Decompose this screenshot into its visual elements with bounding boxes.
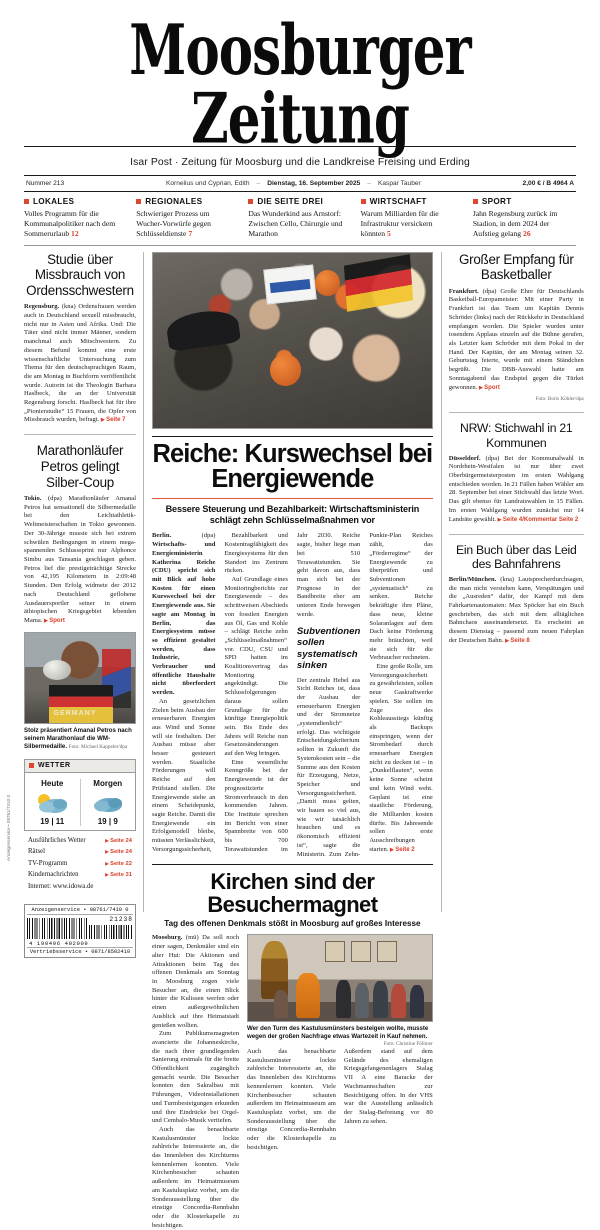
weather-link-item[interactable] — [28, 857, 132, 868]
wall-painting-shape — [377, 941, 397, 962]
main-story-crosshead: Subventionen sollen systematisch sinken — [296, 625, 361, 672]
main-story-columns — [152, 532, 433, 859]
main-story-paragraph: Der zentrale Hebel aus Sicht Reiches ist, dass der Ausbau der erneuerbaren Energien und der Stromnetze „systemdienlich“ erfolgt. Das wichtigste Entscheidungskriterium sollten in Zukunft die Systemkosten sein – die Summe aus den Kosten für Erzeugung, Netze, Speicher und Versorgungssicherheit. „Damit muss gelten, wir bauen so viel aus, wie wir tatsächlich brauchen und es ökonomisch effizient ist“, sagte die Ministerin. Zum Zehn-Punkte-Plan Reiches zählt, das „Förderregime“ der Energiewende zu überprüfen und Subventionen „systematisch“ zu senken. Reiche bekräftigte ihre Pläne, dass neue, kleine Solaranlagen auf dem Dach keine Förderung mehr bräuchten, weil sie sich für die Verbraucher rechneten. — [296, 532, 433, 858]
main-story-paragraph: Eine wesentliche Kenngröße bei der Energiewende ist der prognostizierte Stromverbrauch in den kommenden Jahren. Die Institute sprechen im Bericht von einer Spannbreite von 600 bis 700 Terawattstunden im Jahr 2030. Reiche sagte, bisher liege man bei 510 Terawattstunden. Sie geht davon aus, dass man sich bei der Prognose in der Bandbreite eher am unteren Ende bewegen werde. — [224, 532, 361, 853]
barcode-bars-main — [27, 918, 87, 939]
newspaper-title: Moosburger Zeitung — [129, 8, 471, 159]
link-page: ▶ Seite 24 — [105, 838, 132, 844]
issue-number: Nummer 213 — [26, 179, 65, 187]
main-headline[interactable]: Reiche: Kurswechsel bei Energiewende — [152, 439, 433, 494]
dateline-place: Berlin/München. — [448, 575, 497, 583]
side-service-label: Anzeigenservice • 08761/7410 0 — [6, 795, 11, 861]
link-label: Ausführliches Wetter — [28, 836, 86, 844]
middle-column — [152, 252, 433, 1229]
visitor-shape — [336, 980, 351, 1018]
teaser-text-label: Schwieriger Prozess um Wucher-Vorwürfe gegen Schlüsseldienste — [136, 208, 211, 238]
dateline-place: Regensburg. — [24, 303, 60, 311]
main-story-paragraph: Auf Grundlage eines Monitoringberichts zur Energiewende – des schrittweisen Abschieds von fossilen Energien aus Öl, Gas und Kohle – schlägt Reiche zehn „Schlüsselmaßnahmen“ vor. CDU, CSU und SPD hatten im Koalitionsvertrag das Monitoring angekündigt. Die Schlussfolgerungen daraus sollen Grundlage für die künftige Energiepolitik sein. Bis Ende des Jahres will Reiche nun Gesetzesänderungen auf den Weg bringen. — [224, 576, 288, 758]
page-reference[interactable]: ▶ Sport — [479, 385, 500, 391]
caption-text: Wer den Turm des Kastulusmünsters besteigen wollte, musste wegen der großen Nachfrage etwas Wartezeit in Kauf nehmen. — [247, 1025, 429, 1041]
page-reference[interactable]: ▶ Sport — [44, 618, 65, 624]
second-story-paragraph: Auch das benachbarte Kastulusmünster lockte zahlreiche Interessierte an, die das Innenleben des Kirchturms kennenlernen konnten. Viele Kirchenbesucher schauten außerdem im Heimatmuseum am Kastulusplatz vorbei, um die Sonderausstellung über die einstige Concordia-Rennbahn oder die Klosterkapelle zu besichtigen. — [247, 1048, 336, 1151]
teaser-lokales[interactable] — [24, 197, 127, 239]
teaser-bar — [24, 191, 576, 246]
body-text: Ordensfrauen werden auch in Deutschland sexuell missbraucht, nicht nur in Asien und Afrika. Und: Die Täter sind nicht immer Männer, sondern manchmal auch Mitschwestern. Zu diesem Befund kommt eine erste wissenschaftliche Untersuchung zum Thema für den deutschsprachigen Raum, die am Montag in Buchform veröffentlicht wurde. Autorin ist die Theologin Barbara Haslbeck, die an der Universität Regensburg forscht. Haslbeck hat für ihre „Pionierstudie“ 15 Frauen, die Opfer von Missbrauch wurden, befragt. — [24, 303, 137, 424]
barcode-number: 21238 — [109, 916, 133, 924]
page-reference[interactable]: ▶ Seite 4/Kommentar Seite 2 — [498, 517, 579, 523]
weather-today-label: Heute — [41, 778, 64, 788]
headline-top-rule — [152, 436, 433, 437]
agency-tag: (mü) — [185, 934, 199, 942]
teaser-die-seite-drei[interactable] — [239, 197, 351, 239]
agency-tag: (kna) — [61, 303, 76, 311]
weather-link-item[interactable] — [28, 846, 132, 857]
visitor-shape — [391, 984, 406, 1018]
photo-credit: Foto: Christine Föllmer — [383, 1041, 433, 1048]
agency-tag: (dpa) — [47, 495, 62, 503]
teaser-text — [136, 209, 230, 239]
barcode-top-label: Anzeigenservice • 08761/7410 0 — [27, 907, 133, 915]
barcode-bottom-label: Vertriebsservice • 0871/8502410 — [27, 947, 133, 955]
medal-shape — [43, 660, 72, 680]
right-story2-headline[interactable]: NRW: Stichwahl in 21 Kommunen — [460, 421, 573, 450]
red-square-icon — [136, 199, 141, 204]
photo-credit: Foto: Michael Kappeler/dpa — [68, 743, 128, 750]
right-story1-headline[interactable]: Großer Empfang für Basketballer — [458, 251, 574, 283]
teaser-text — [473, 209, 567, 239]
red-square-icon — [473, 199, 478, 204]
teaser-kicker — [24, 197, 118, 206]
right-story1-credit — [449, 395, 584, 403]
teaser-kicker — [361, 197, 455, 206]
second-story-paragraph: Außerdem stand auf dem Gelände des ehemaligen Kriegsgefangenenlagers Stalag VII A eine Baracke der Wachmannschaften zur Besichtigung offen. In der VHS war die Ausstellung anlässlich der Stalag-Befreiung vor 80 Jahren zu sehen. — [343, 1048, 433, 1125]
left-story2-body — [24, 495, 136, 626]
teaser-page: 7 — [188, 228, 193, 238]
wall-painting-shape — [325, 941, 345, 962]
red-square-icon — [24, 199, 29, 204]
weather-today-temp: 19 | 11 — [40, 816, 65, 826]
divider — [24, 434, 136, 435]
teaser-text-label: Das Wunderkind aus Arnstorf: Zwischen Cello, Chirurgie und Marathon — [248, 208, 343, 238]
teaser-wirtschaft[interactable] — [352, 197, 464, 239]
teaser-text-label: Warum Milliarden für die Infrastruktur versickern könnten — [360, 208, 439, 238]
dateline-dash-left: – — [256, 179, 261, 187]
photo-credit: Foto: Boris Köhler/dpa — [535, 396, 584, 403]
basketball-shape — [315, 270, 340, 296]
main-story-paragraph: Bezahlbarkeit und Kostentragfähigkeit des Energiesystems für den Standort ins Zentrum rücken. — [224, 532, 288, 575]
price: 2,00 € / B 4964 A — [522, 179, 574, 187]
link-label: TV-Programm — [28, 859, 68, 867]
second-headline[interactable]: Kirchen sind der Besuchermagnet — [207, 869, 378, 918]
barcode-bars-secondary — [89, 925, 133, 939]
teaser-page: 26 — [523, 228, 531, 238]
main-story-paragraph: An gesetzlichen Zielen beim Ausbau der erneuerbaren Energien aus Wind und Sonne will sie festhalten. Der Ausbau müsse aber besser gesteuert werden. Staatliche Förderungen will Reiche auf den Prüfstand stellen. Die Energiewende stehe an einem Scheidepunkt, sagte Reiche. Damit die Energiewende ein Erfolgsmodell bleibe, müssten Verlässlichkeit, Versorgungssicherheit, — [152, 697, 216, 853]
visitor-shape — [274, 990, 289, 1018]
basketball-fans-photo — [152, 252, 433, 429]
teaser-text-label: Volles Programm für die Kommunalpolitiker nach dem Sommerurlaub — [24, 208, 116, 238]
german-flag-shape — [344, 254, 413, 311]
right-story3-headline[interactable]: Ein Buch über das Leid des Bahnfahrens — [455, 542, 577, 571]
teaser-text — [24, 209, 118, 239]
teaser-sport[interactable] — [464, 197, 576, 239]
visitor-shape — [373, 981, 388, 1018]
weather-row — [25, 773, 135, 830]
church-photo-caption — [247, 1025, 433, 1048]
visitor-orange-jacket-shape — [296, 973, 320, 1018]
teaser-text-label: Jahn Regensburg zurück im Stadion, in dem 2024 der Aufstieg gelang — [472, 208, 558, 238]
body-text: Da soll noch einer sagen, Denkmäler sind ein alter Hut: Die Aktionen und Attraktionen beim Tag des offenen Denkmals am Sonntag in Moosburg zogen viele Besucher an, die einen Blick hinter die Kulissen werfen oder einen außergewöhnlichen Ausblick auf ihre Heimatstadt genießen wollten. — [152, 934, 240, 1029]
church-interior-photo — [247, 934, 433, 1022]
dateline-place: Düsseldorf. — [448, 454, 481, 462]
teaser-kicker-label: DIE SEITE DREI — [257, 196, 324, 206]
red-square-icon — [361, 199, 366, 204]
left-story1-headline[interactable]: Studie über Missbrauch von Ordensschwestern — [26, 251, 134, 298]
teaser-text — [248, 209, 342, 239]
teaser-page: 5 — [386, 228, 391, 238]
body-text: Marathonläufer Amanal Petros hat sensationell die Silbermedaille bei den Leichtathletik-Weltmeisterschaften in Tokio gewonnen. Der 30-Jährige musste sich bei extrem schwülen Bedingungen in einem mega-spannenden Schlusssprint nur Alphonce Simbu aus Tansania geschlagen geben. Petros lief die prestigeträchtige Strecke von 42,195 Kilometern in 2:09:48 Stunden. Den Erfolg widmete der 2012 nach Deutschland geflohene Ausdauersportler seiner in einem äthiopischen Kriegsgebiet lebenden Mama. — [24, 495, 137, 624]
right-story3-body — [449, 576, 584, 646]
fan-sign-shape — [263, 264, 317, 304]
barcode-box — [24, 904, 136, 958]
dateline-dash-right: – — [367, 179, 371, 187]
weather-link-item[interactable] — [28, 869, 132, 880]
saints-left: Kornelius und Cyprian, Edith — [165, 179, 250, 187]
weather-link-item[interactable] — [28, 835, 132, 846]
content-grid — [24, 251, 584, 1229]
weather-tomorrow-temp: 19 | 9 — [97, 816, 118, 826]
weather-header — [25, 760, 135, 773]
dateline-place: Frankfurt. — [448, 287, 479, 295]
agency-tag: (dpa) — [482, 287, 497, 295]
weather-today — [25, 779, 80, 826]
basketball-shape — [270, 354, 301, 386]
teaser-kicker-label: SPORT — [481, 196, 512, 206]
agency-tag: (kna) — [500, 575, 515, 583]
main-subheadline: Bessere Steuerung und Bezahlbarkeit: Wirtschaftsministerin schlägt zehn Schlüsselmaßnahmen vor — [165, 503, 420, 525]
second-story-paragraph: Zum Publikumsmagneten avancierte die Johanneskirche, die nach ihrer grundlegenden Sanierung erstmals für die breite Öffentlichkeit zugänglich gemacht wurde. Die Besucher konnten den Sakralbau mit Führungen, Videoinstallationen und Turmbesteigungen erkunden und ihre Eindrücke bei Orgel- und Cembalo-Musik vertiefen. — [152, 1030, 240, 1125]
link-page: ▶ Seite 22 — [105, 861, 132, 867]
teaser-kicker-label: WIRTSCHAFT — [369, 196, 427, 206]
teaser-page: 12 — [71, 228, 79, 238]
masthead — [24, 0, 576, 168]
left-story1-body — [24, 303, 136, 425]
teaser-kicker-label: REGIONALES — [145, 196, 203, 206]
body-text: Große Ehre für Deutschlands Basketball-Europameister: Mit einer Party in Frankfurt ist das Team um Kapitän Dennis Schröder (links) nach der Rückkehr in Deutschland empfangen worden. Die Spieler wurden unter tosendem Applaus einzeln auf die Bühne gerufen, als Letzter kam Schröder mit dem Pokal in der Hand. Der Kapitän, der am Montag seinen 32. Geburtstag feierte, wurde mit einem Ständchen begrüßt. Die DBB-Auswahl hatte am Sonntagabend das Endspiel gegen die Türkei gewonnen. — [448, 287, 584, 391]
teaser-kicker-label: LOKALES — [33, 196, 75, 206]
baseball-cap-shape — [165, 307, 242, 352]
page-reference[interactable]: ▶ Seite 7 — [101, 417, 126, 423]
teaser-kicker — [473, 197, 567, 206]
second-headline-top-rule — [152, 864, 433, 865]
page-reference[interactable]: ▶ Seite 2 — [390, 847, 415, 853]
dateline-place: Moosburg. — [152, 934, 183, 942]
red-square-icon — [29, 763, 34, 768]
photo-overlay-text: GERMANY — [53, 710, 97, 718]
link-page: ▶ Seite 31 — [105, 872, 132, 878]
sun-cloud-icon — [25, 791, 80, 815]
divider — [449, 412, 584, 413]
main-story-lead — [152, 532, 215, 697]
link-page: ▶ Seite 24 — [105, 849, 132, 855]
second-story-paragraph — [152, 934, 239, 1030]
divider — [449, 534, 584, 535]
barcode-middle — [27, 915, 133, 940]
headline-red-rule — [152, 498, 433, 499]
body-text: Lautsprecherdurchsagen, die man nicht verstehen kann, Verspätungen und die „Ausreden“ dafür, der Kampf mit dem Fahrkartenautomaten: Max Spöcker hat ein Buch geschrieben, das sich mit dem alltäglichen Bahnchaos auseinandersetzt. Es erscheint an diesem Dienstag – passend zum neuen Fahrplan der Deutschen Bahn. — [448, 575, 584, 644]
saints-right: Kaspar Tauber — [377, 179, 421, 187]
right-story2-body — [449, 455, 584, 525]
red-square-icon — [248, 199, 253, 204]
publication-date: Dienstag, 16. September 2025 — [267, 179, 361, 187]
right-column — [441, 252, 584, 912]
marathon-photo-caption — [24, 727, 136, 751]
left-column — [24, 251, 144, 956]
link-label: Rätsel — [28, 848, 45, 856]
caption-text: Stolz präsentiert Amanal Petros nach seinem Marathonlauf die WM-Silbermedaille. — [24, 726, 132, 750]
lead-text: Wirtschafts- und Energieministerin Katherina Reiche (CDU) spricht sich mit Blick auf hohe Kosten für einen Kurswechsel bei der Energiewende aus. Sie sagte am Montag in Berlin, das Energiesystem müsse so effizient gestaltet werden, dass Industrie, Verbraucher und öffentliche Haushalte nicht überfordert werden. — [152, 541, 216, 697]
barcode-ean: 4 190496 402009 — [29, 940, 89, 948]
body-text: Bei der Kommunalwahl in Nordrhein-Westfalen ist nur über zwei Oberbürgermeisterposten im ersten Wahlgang entschieden worden. In 21 Fällen haben Wähler am 28. September bei einer Stichwahl das letzte Wort. Das gilt ebenso für Landratswahlen in 15 Fällen. Im ersten Wahlgang wurden zunächst nur 14 Landräte gewählt. — [448, 454, 584, 523]
dateline-place: Tokio. — [24, 495, 42, 503]
wall-painting-shape — [351, 941, 371, 962]
link-label: Kindernachrichten — [28, 870, 79, 878]
teaser-regionales[interactable] — [127, 197, 239, 239]
body-text: Eine große Rolle, um Versorgungssicherheit zu gewährleisten, sollen neue Gaskraftwerke spielen. Sie sollen im Zuge des Kohleausstiegs künftig als Backups einspringen, wenn der Strombedarf durch erneuerbare Energien nicht zu decken ist – in „Dunkelflauten“, wenn keine Sonne scheint und kein Wind weht. Geplant ist eine staatliche Förderung, die Milliarden kosten dürfte. Bis Jahresende sollen erste Ausschreibungen starten. — [369, 663, 433, 853]
cloud-icon — [81, 791, 136, 815]
teaser-kicker — [248, 197, 342, 206]
agency-tag: (dpa) — [485, 454, 500, 462]
weather-box — [24, 759, 136, 831]
masthead-subtitle: Isar Post · Zeitung für Moosburg und die Landkreise Freising und Erding — [130, 156, 470, 168]
internet-url[interactable]: Internet: www.idowa.de — [28, 883, 94, 891]
dateline-place: Berlin. — [152, 532, 172, 540]
weather-tomorrow — [80, 779, 136, 826]
second-story-paragraph: Auch das benachbarte Kastulusmünster lockte zahlreiche Interessierte an, die das Innenleben des Kirchturms kennenlernen konnten. Viele Kirchenbesucher schauten außerdem im Heimatmuseum am Kastulusplatz vorbei, um die Sonderausstellung über die einstige Concordia-Rennbahn oder die Klosterkapelle zu besichtigen. — [152, 1125, 240, 1229]
agency-tag: (dpa) — [201, 532, 216, 540]
dateline — [24, 176, 576, 191]
main-story-paragraph — [369, 663, 432, 855]
visitor-shape — [355, 983, 370, 1018]
left-story2-headline[interactable]: Marathonläufer Petros gelingt Silber-Coup — [36, 443, 124, 490]
teaser-text — [361, 209, 455, 239]
weather-title: WETTER — [38, 762, 71, 770]
marathon-runner-photo — [24, 632, 136, 724]
weather-tomorrow-label: Morgen — [93, 778, 123, 788]
second-subheadline: Tag des offenen Denkmals stößt in Moosburg auf großes Interesse — [164, 919, 421, 929]
teaser-kicker — [136, 197, 230, 206]
visitor-shape — [410, 985, 425, 1018]
right-story1-body — [449, 288, 584, 393]
weather-links — [24, 831, 136, 900]
page-reference[interactable]: ▶ Seite 8 — [505, 638, 530, 644]
